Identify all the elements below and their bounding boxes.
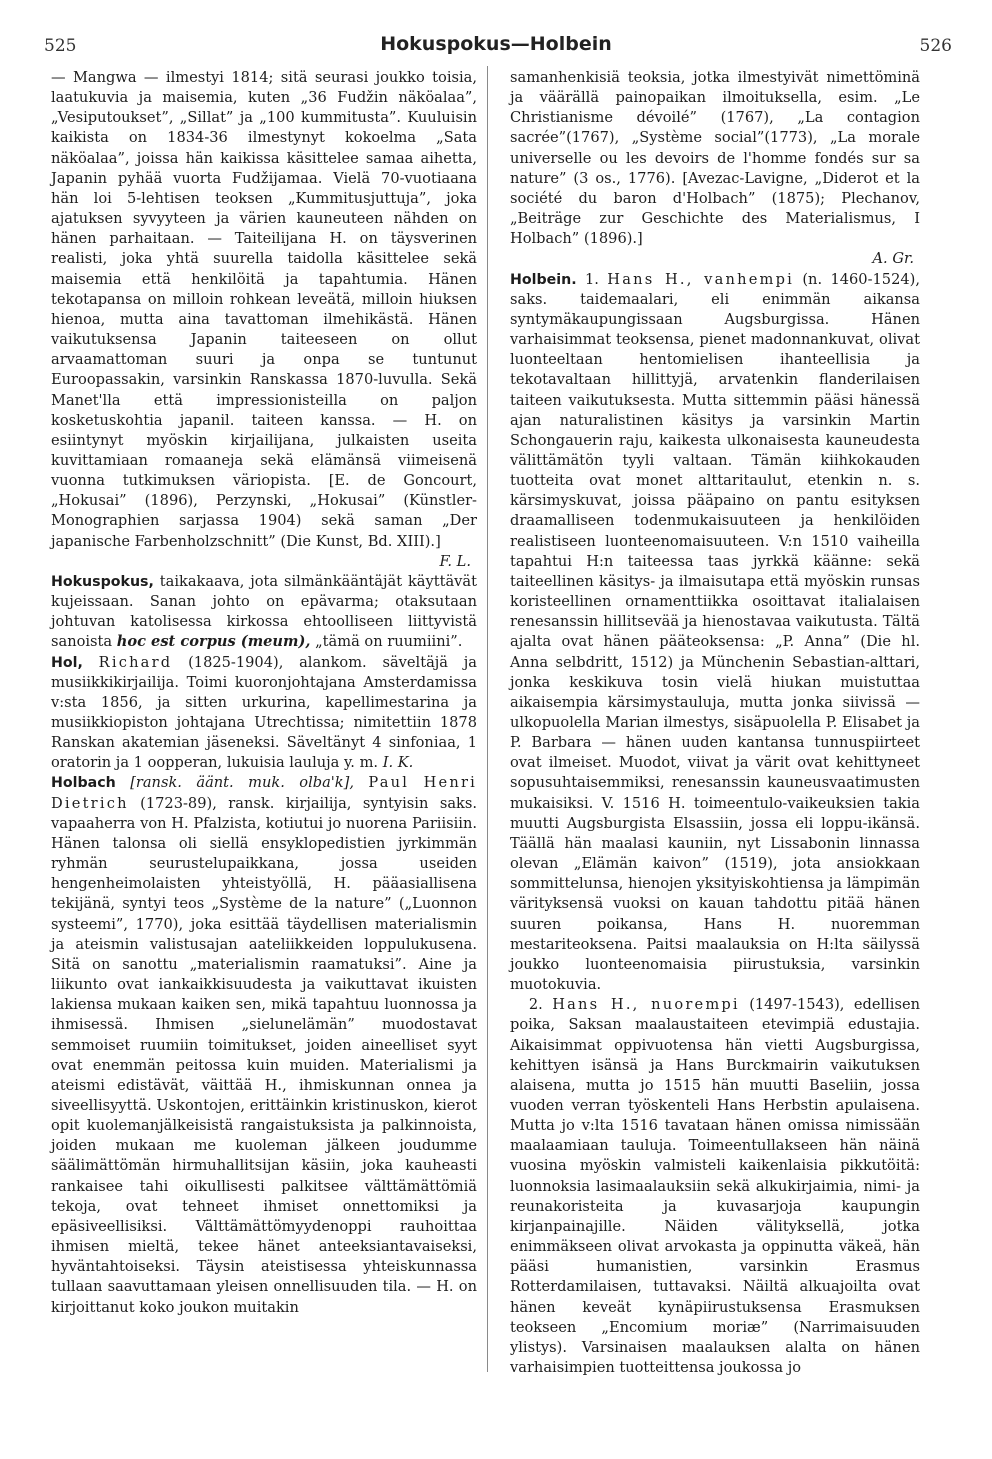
page-number-right: 526 [919,36,952,56]
entry-hokuspokus [51,572,477,653]
running-head: Hokuspokus—Holbein [380,33,612,55]
entry-number: 1. [576,270,608,288]
signature: F. L. [439,552,471,570]
right-column [510,68,920,1378]
person-name: Hans H., vanhempi [607,270,794,288]
latin-phrase: hoc est corpus (meum), [116,633,311,651]
person-name: Paul [368,774,410,792]
person-name: Henri Dietrich [51,774,478,812]
entry-text: (1723-89), ransk. kirjailija, syntyisin saks. vapaaherra von H. Pfalzista, kotiutui jo nuorena Pariisiin. Hänen talonsa oli siellä ensyklopedistien jyrkimmän ryhmän seurustelupaikkana, jossa useiden hengenheimolaisten yhteistyöllä, H. pääasiallisena tekijänä, syntyi teos „Système de la nature” („Luonnon systeemi”, 1770), joka esittää täydellisen materialismin ja ateismin valistusajan aateliikkeiden loppulukusena. Sitä on sanottu „materialismin raamatuksi”. Aine ja liikunto ovat iankaikkisuudesta ja vaikuttavat ikuisten lakiensa mukaan kaiken sen, mikä tapahtuu luonnossa ja ihmisessä. Ihmisen „sielunelämän” muodostavat semmoiset ruumiin toimitukset, joiden aineelliset syyt ovat enemmän peitossa kuin muiden. Materialismi ja ateismi edistävät, väittää H., ihmiskunnan onnea ja siveellisyyttä. Uskontojen, erittäinkin kristinuskon, kierot opit kuolemanjälkeisistä rangaistuksista ja palkinnoista, joiden mukaan me kuoleman jälkeen joudumme säälimättömän hirmuhallitsijan käsiin, joka kauheasti rankaisee tahi oikullisesti palkitsee välttämättömiä tekoja, ovat tehneet ihmiset onnettomiksi ja epäsiveellisiksi. Välttämättömyydenoppi rauhoittaa ihmisen mieltä, tekee hänet anteeksiantavaiseksi, hyväntahtoiseksi. Täysin ateistisessa yhteiskunnassa tullaan saavuttamaan yleisen onnellisuuden tila. — H. on kirjoittanut koko joukon muitakin [51,794,477,1316]
entry-text: taikakaava, jota silmänkääntäjät käyttävät kujeissaan. Sanan johto on epävarma; otaksutaan johtuvan katolisessa kirkossa ehtoolliseen liittyvistä sanoista [51,572,477,651]
person-name: Richard [98,653,173,671]
entry-hol [51,653,477,774]
signature: I. K. [382,754,414,772]
entry-text: (1825-1904), alankom. säveltäjä ja musiikkikirjailija. Toimi kuoronjohtajana Amsterdamissa v:sta 1856, ja sitten urkurina, kapellimestarina ja musiikkiopiston johtajana Utrechtissa; nimitettiin 1878 Ranskan akatemian jäseneksi. Säveltänyt 4 sinfoniaa, 1 oratorin ja 1 oopperan, lukuisia lauluja y. m. [51,653,477,772]
signature: A. Gr. [872,250,914,268]
entry-holbein [510,270,920,996]
entry-holbein-younger [510,995,920,1378]
page-number-left: 525 [44,36,77,56]
headword: Hol, [51,654,83,671]
headword: Holbach [51,775,116,792]
holbach-continued [510,68,920,270]
pronunciation: [ransk. äänt. muk. olba'k], [130,774,354,792]
paragraph-text: samanhenkisiä teoksia, jotka ilmestyivät nimettöminä ja väärällä painopaikan ilmoituksella, esim. „Le Christianisme dévoilé” (1767), „La contagion sacrée”(1767), „Système social”(1773), „La morale universelle ou les devoirs de l'homme fondés sur sa nature” (3 os., 1776). [Avezac-Lavigne, „Diderot et la société du baron d'Holbach” (1875); Plechanov, „Beiträge zur Geschichte des Materialismus, I Holbach” (1896).] [510,69,920,248]
entry-text: (n. 1460-1524), saks. taidemaalari, eli enimmän aikansa syntymäkaupungissaan Augsburgissa. Hänen varhaisimmat teoksensa, pienet madonnankuvat, olivat luonteeltaan hentomielisen ihanteellisia ja tekotavaltaan hillittyjä, arvatenkin flanderilaisen taiteen vaikutuksesta. Mutta sittemmin pääsi hänessä ajan naturalistinen käsitys ja varsinkin Martin Schongauerin raju, kaikesta ulkonaisesta kauneudesta välittämätön tyyli valtaan. Tämän kiihkokauden tuotteita ovat monet alttaritaulut, etenkin n. s. kärsimyskuvat, joissa pääpaino on pantu esityksen draamalliseen todenmukaisuuteen ja henkilöiden realistiseen luonteenomaisuuteen. V:n 1510 vaiheilla tapahtui H:n taiteessa taas jyrkkä käänne: sekä taiteellinen käsitys- ja ilmaisutapa että myöskin runsas koristeellinen ornamenttiikka osoittavat italialaisen renesanssin hillitsevää ja hienostavaa vaikutusta. Tältä ajalta ovat hänen pääteoksensa: „P. Anna” (Die hl. Anna selbdritt, 1512) ja Münchenin Sebastian-alttari, jonka keskikuva tosin vielä hiukan muistuttaa aikaisempia kärsimystauluja, mutta jonka siivissä — ulkopuolella Marian ilmestys, sisäpuolella P. Elisabet ja P. Barbara — hänen uuden kantansa tunnuspiirteet ovat ilmeiset. Muodot, viivat ja värit ovat kehittyneet sopusuhtaisemmiksi, renesanssin kauneusvaatimusten mukaisiksi. V. 1516 H. toimeentulo-vaikeuksien takia muutti Augsburgista Elsassiin, jossa eli loppu-ikänsä. Täällä hän maalasi kauniin, nyt Lissabonin linnassa olevan „Elämän kaivon” (1519), jota ansiokkaan sommittelunsa, hienojen yksityiskohtiensa ja lämpimän värityksensä vuoksi on kauan tahdottu pitää hänen suuren poikansa, Hans H. nuoremman mestariteoksena. Paitsi maalauksia on H:lta säilyssä joukko luonteenomaisia piirustuksia, varsinkin muotokuvia. [510,270,920,994]
headword: Hokuspokus, [51,573,154,590]
paragraph-text: — Mangwa — ilmestyi 1814; sitä seurasi joukko toisia, laatukuvia ja maisemia, kuten „36 Fudžin näköalaa”, „Vesiputoukset”, „Sillat” ja „100 kummitusta”. Kuuluisin kaikista on 1834-36 ilmestynyt kokoelma „Sata näköalaa”, joissa hän kaikissa käsittelee samaa aihetta, Japanin pyhää vuorta Fudžijamaa. Vielä 70-vuotiaana hän loi 5-lehtisen teoksen „Kummitusjuttuja”, joka ajatuksen syvyyteen ja värien kauneuteen nähden on hänen parhaitaan. — Taiteilijana H. on täysverinen realisti, joka yhtä suurella taidolla käsittelee sekä maisemia että henkilöitä ja tapahtumia. Hänen tekotapansa on milloin rohkean leveätä, milloin hiuksen hienoa, mutta aina tavattoman ilmehikästä. Hänen vaikutuksensa Japanin taiteeseen on ollut arvaamattoman suuri ja onpa se tuntunut Euroopassakin, varsinkin Ranskassa 1870-luvulla. Sekä Manet'lla että impressionisteilla on paljon kosketuskohtia japanil. taiteen kanssa. — H. on esiintynyt myöskin kirjailijana, julkaisten useita kuvittamiaan romaaneja sekä elämänsä viimeisenä vuonna tutkimuksen väriopista. [E. de Goncourt, „Hokusai” (1896), Perzynski, „Hokusai” (Künstler-Monographien sarjassa 1904) sekä saman „Der japanische Farbenholzschnitt” (Die Kunst, Bd. XIII).] [51,69,477,550]
entry-text: (1497-1543), edellisen poika, Saksan maalaustaiteen etevimpiä edustajia. Aikaisimmat oppivuotensa hän vietti Augsburgissa, kehittyen isänsä ja Hans Burckmairin vaikutuksen alaisena, mutta jo 1515 hän muutti Baseliin, jossa vuoden verran työskenteli Hans Herbstin apulaisena. Mutta jo v:lta 1516 tavataan hänen omissa nimissään maalaamiaan tauluja. Toimeentullakseen hän näinä vuosina myöskin valmisteli kaikenlaisia pikkutöitä: luonnoksia lasimaalauksiin sekä alkukirjaimia, nimi- ja reunakoristeita ja kuvasarjoja kaupungin kirjanpainajille. Näiden välityksellä, jotka enimmäkseen olivat arvokasta ja oppinutta väkeä, hän pääsi humanistien, varsinkin Erasmus Rotterdamilaisen, tuttavaksi. Näiltä alkuajoilta ovat hänen keveät kynäpiirustuksensa Erasmuksen teokseen „Encomium moriæ” (Narrimaisuuden ylistys). Varsinaisen maalauksen alalta on hänen varhaisimpien tuotteittensa joukossa jo [510,996,920,1376]
entry-number: 2. [528,996,543,1014]
column-rule [487,66,488,1372]
mangwa-paragraph [51,68,477,572]
left-column [51,68,477,1318]
entry-holbach [51,773,477,1317]
person-name: Hans H., nuorempi [552,996,740,1014]
entry-text: „tämä on ruumiini”. [310,633,463,651]
headword: Holbein. [510,271,577,288]
